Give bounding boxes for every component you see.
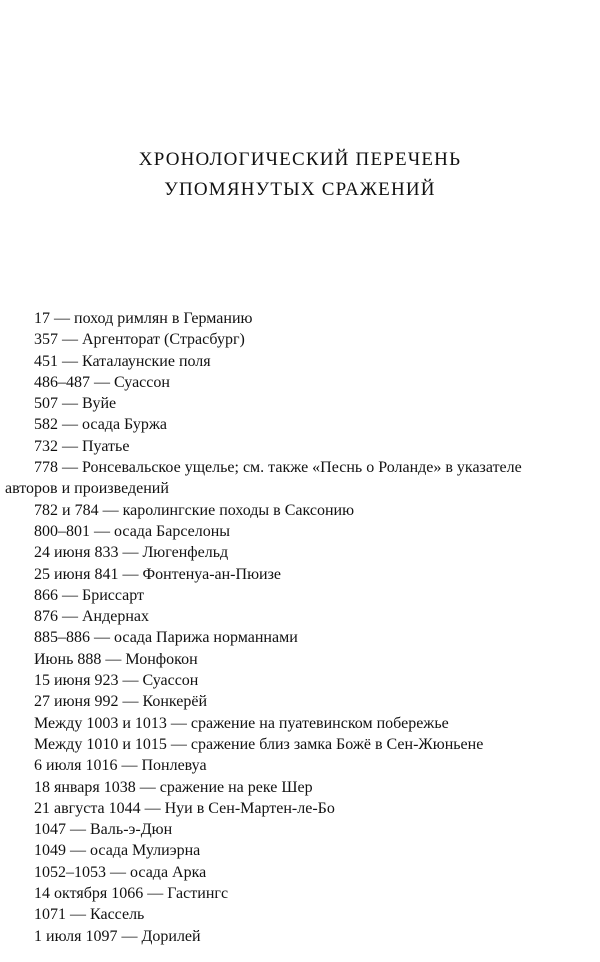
- list-item: 451 — Каталаунские поля: [34, 352, 211, 370]
- list-item: 21 августа 1044 — Нуи в Сен-Мартен-ле-Бо: [34, 799, 335, 817]
- list-item: 866 — Бриссарт: [34, 586, 145, 604]
- list-item: 18 января 1038 — сражение на реке Шер: [34, 778, 313, 796]
- list-item: 486–487 — Суассон: [34, 373, 170, 391]
- list-item: Между 1003 и 1013 — сражение на пуатевинском побережье: [34, 714, 449, 732]
- list-item: 6 июля 1016 — Понлевуа: [34, 757, 207, 775]
- list-item: Между 1010 и 1015 — сражение близ замка Божё в Сен-Жюньене: [34, 735, 484, 753]
- list-item: 1047 — Валь-э-Дюн: [34, 821, 173, 839]
- page-title: [0, 145, 600, 205]
- list-item: 24 июня 833 — Люгенфельд: [34, 544, 229, 562]
- list-item: 782 и 784 — каролингские походы в Саксонию: [34, 501, 355, 519]
- battle-list: [0, 308, 600, 947]
- list-item: 885–886 — осада Парижа норманнами: [34, 629, 298, 647]
- list-item: Июнь 888 — Монфокон: [34, 650, 198, 668]
- list-item: 15 июня 923 — Суассон: [34, 672, 199, 690]
- list-item: 25 июня 841 — Фонтенуа-ан-Пюизе: [34, 565, 281, 583]
- list-item: 778 — Ронсевальское ущелье; см. также «Песнь о Роланде» в указателе: [34, 459, 522, 477]
- list-item: 876 — Андернах: [34, 608, 150, 626]
- title-line-1: ХРОНОЛОГИЧЕСКИЙ ПЕРЕЧЕНЬ: [138, 149, 462, 170]
- list-item: 732 — Пуатье: [34, 437, 130, 455]
- list-item: 1052–1053 — осада Арка: [34, 863, 207, 881]
- list-item: 357 — Аргенторат (Страсбург): [34, 331, 245, 349]
- list-item-continuation: авторов и произведений: [5, 480, 169, 498]
- list-item: 1 июля 1097 — Дорилей: [34, 927, 201, 945]
- list-item: 17 — поход римлян в Германию: [34, 310, 253, 327]
- list-item: 1049 — осада Мулиэрна: [34, 842, 201, 860]
- title-line-2: УПОМЯНУТЫХ СРАЖЕНИЙ: [164, 179, 436, 200]
- list-item: 27 июня 992 — Конкерёй: [34, 693, 208, 711]
- list-item: 507 — Вуйе: [34, 395, 117, 413]
- list-item: 14 октября 1066 — Гастингс: [34, 885, 229, 903]
- list-item: 800–801 — осада Барселоны: [34, 522, 231, 540]
- list-item: 1071 — Кассель: [34, 906, 145, 924]
- list-item: 582 — осада Буржа: [34, 416, 167, 434]
